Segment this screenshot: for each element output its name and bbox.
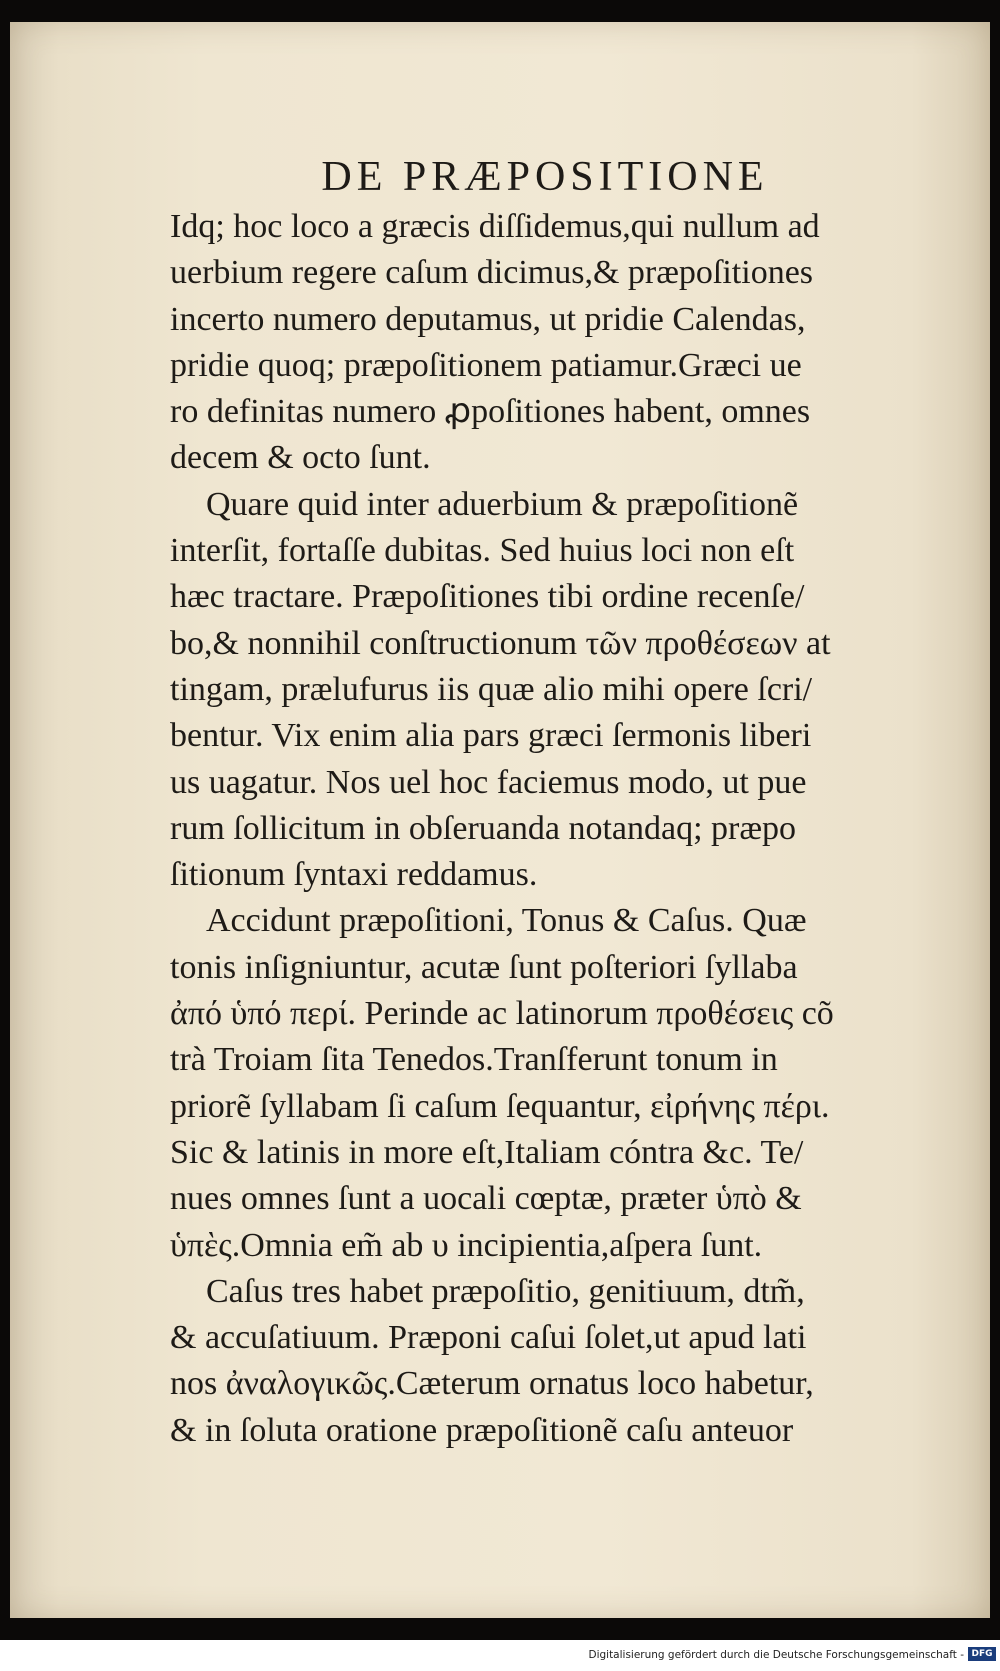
footer-strip bbox=[0, 1640, 1000, 1671]
text-line: trà Troiam ſita Tenedos.Tranſferunt tonum in bbox=[170, 1041, 778, 1079]
text-line: tonis inſigniuntur, acutæ ſunt poſteriori ſyllaba bbox=[170, 948, 798, 986]
text-line: decem & octo ſunt. bbox=[170, 439, 431, 477]
text-line: ro definitas numero ꝓpoſitiones habent, omnes bbox=[170, 393, 811, 431]
text-line: interſit, fortaſſe dubitas. Sed huius loci non eſt bbox=[170, 532, 795, 570]
text-line: Sic & latinis in more eſt,Italiam cóntra &c. Te/ bbox=[170, 1133, 804, 1171]
book-page bbox=[10, 22, 990, 1618]
text-line: Idq; hoc loco a græcis diſſidemus,qui nullum ad bbox=[170, 208, 820, 245]
text-line: us uagatur. Nos uel hoc faciemus modo, ut pue bbox=[170, 763, 807, 801]
text-line: bentur. Vix enim alia pars græci ſermonis liberi bbox=[170, 717, 812, 755]
text-block bbox=[170, 152, 900, 1454]
text-line: tingam, prælufurus iis quæ alio mihi opere ſcri/ bbox=[170, 670, 813, 708]
text-line: incerto numero deputamus, ut pridie Calendas, bbox=[170, 300, 806, 338]
text-line: pridie quoq; præpoſitionem patiamur.Græci ue bbox=[170, 346, 802, 384]
paragraph-start-line: Quare quid inter aduerbium & præpoſitionẽ bbox=[206, 485, 799, 523]
dfg-logo: DFG bbox=[968, 1647, 996, 1661]
text-line: bo,& nonnihil conſtructionum τῶν προθέσεων at bbox=[170, 624, 831, 662]
text-line: nues omnes ſunt a uocali cœptæ, præter ὑπὸ & bbox=[170, 1180, 802, 1218]
text-line: hæc tractare. Præpoſitiones tibi ordine recenſe/ bbox=[170, 578, 805, 616]
text-line: ὑπὲς.Omnia em̃ ab υ incipientia,aſpera ſunt. bbox=[170, 1226, 763, 1264]
text-line: ἀπό ὑπό περί. Perinde ac latinorum προθέσεις cõ bbox=[170, 995, 834, 1033]
paragraph-start-line: Caſus tres habet præpoſitio, genitiuum, dtm̃, bbox=[206, 1272, 805, 1310]
digitization-credit: Digitalisierung gefördert durch die Deutsche Forschungsgemeinschaft - bbox=[588, 1649, 964, 1661]
text-line: priorẽ ſyllabam ſi caſum ſequantur, εἰρήνης πέρι. bbox=[170, 1087, 830, 1125]
text-line: nos ἀναλογικῶς.Cæterum ornatus loco habetur, bbox=[170, 1365, 814, 1403]
text-line: uerbium regere caſum dicimus,& præpoſitiones bbox=[170, 254, 814, 292]
text-line: ſitionum ſyntaxi reddamus. bbox=[170, 856, 538, 894]
paragraph-start-line: Accidunt præpoſitioni, Tonus & Caſus. Quæ bbox=[206, 902, 807, 940]
text-line: rum ſollicitum in obſeruanda notandaq; præpo bbox=[170, 809, 797, 847]
text-line: & in ſoluta oratione præpoſitionẽ caſu anteuor bbox=[170, 1411, 794, 1449]
running-head: DE PRÆPOSITIONE bbox=[321, 154, 769, 200]
text-line: & accuſatiuum. Præponi caſui ſolet,ut apud lati bbox=[170, 1319, 807, 1357]
